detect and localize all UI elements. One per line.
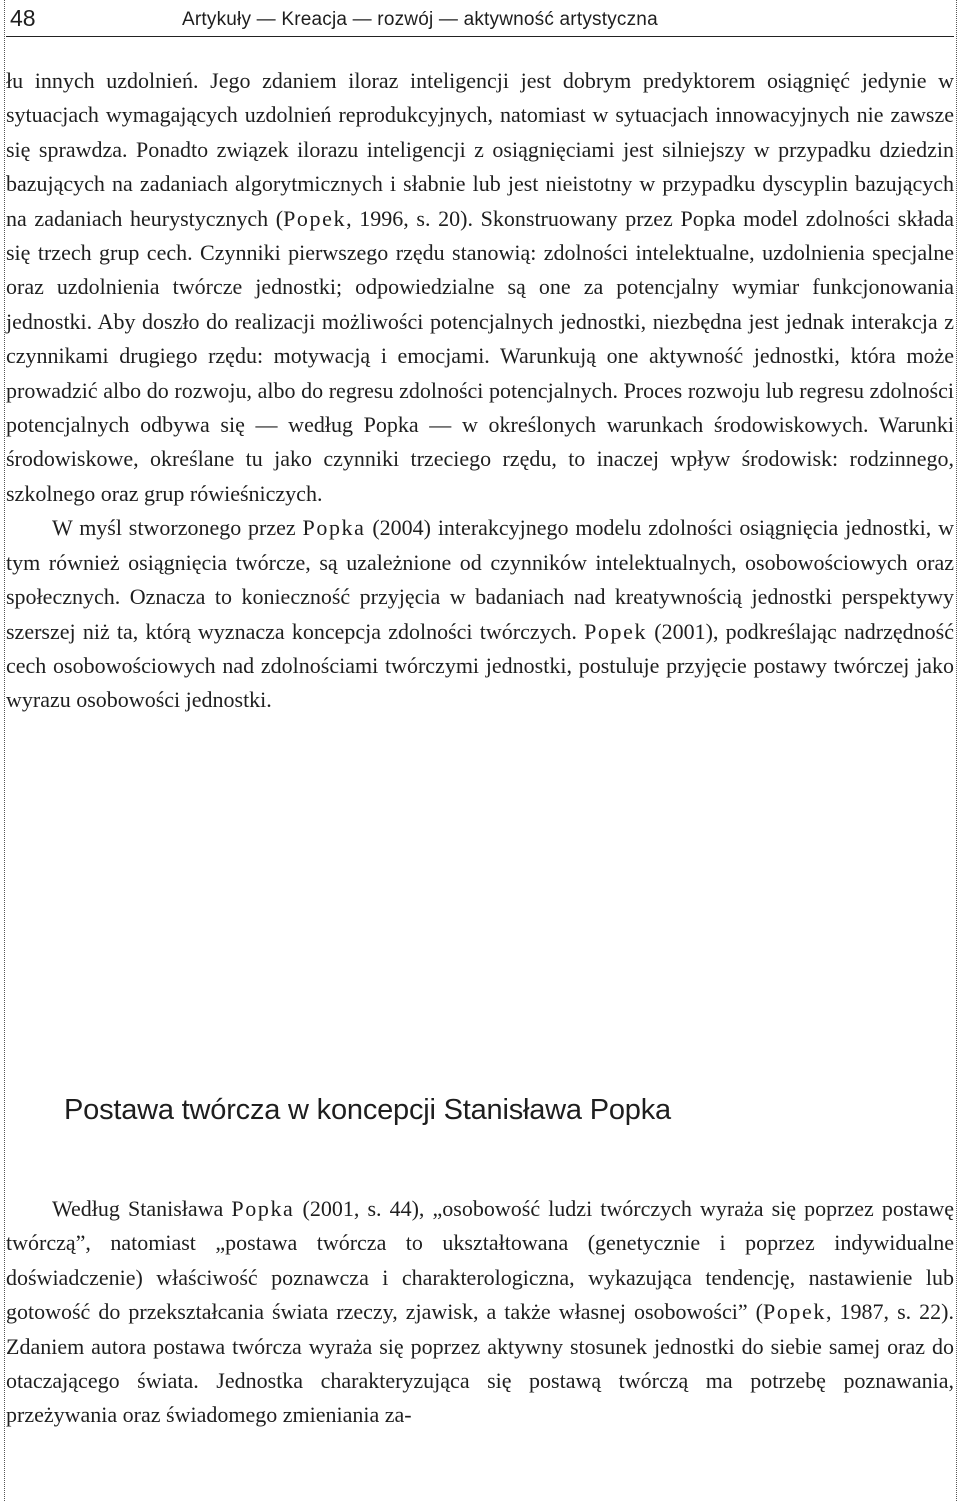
- paragraph-3: [6, 1192, 954, 1433]
- paragraph-3-text-c: , 1987, s. 22). Zdaniem autora postawa twórcza wyraża się poprzez aktywny stosunek jednostki do siebie samej oraz do otaczającego świata. Jednostka charakteryzująca się postawą twórczą ma potrzebę poznawania, przeżywania oraz świadomego zmieniania za-: [6, 1299, 954, 1428]
- section-heading: Postawa twórcza w koncepcji Stanisława Popka: [64, 1094, 671, 1126]
- page-number: 48: [10, 5, 36, 31]
- right-margin-rule: [956, 0, 957, 1501]
- running-header: [6, 4, 954, 37]
- paragraph-2: [6, 511, 954, 717]
- paragraph-2-text-b: (2004) interakcyjnego modelu zdolności osiągnięcia jednostki, w tym również osiągnięcia twórcze, są uzależnione od czynników intelektualnych, osobowościowych oraz społecznych. Oznacza to konieczność przyjęcia w badaniach nad kreatywnością jednostki perspektywy szerszej niż ta, którą wyznacza koncepcja zdolności twórczych.: [6, 515, 954, 644]
- paragraph-2-text-a: W myśl stworzonego przez: [52, 515, 303, 541]
- paragraph-3-text-b: (2001, s. 44), „osobowość ludzi twórczych wyraża się poprzez postawę twórczą”, natomiast „postawa twórcza to ukształtowana (genetycznie i poprzez indywidualne doświadczenie) właściwość poznawcza i charakterologiczna, wykazująca tendencję, nastawienie lub gotowość do przekształcania świata rzeczy, zjawisk, a także własnej osobowości” (: [6, 1196, 954, 1325]
- running-title: Artykuły — Kreacja — rozwój — aktywność artystyczna: [182, 9, 658, 30]
- citation-popka: Popka: [302, 515, 366, 541]
- citation-popka: Popka: [231, 1196, 295, 1221]
- paragraph-2-text-c: (2001), podkreślając nadrzędność cech osobowościowych nad zdolnościami twórczymi jednostki, postuluje przyjęcie postawy twórczej jako wyrazu osobowości jednostki.: [6, 618, 954, 713]
- section-text-block: [6, 1192, 954, 1433]
- paragraph-1-text-a: łu innych uzdolnień. Jego zdaniem iloraz inteligencji jest dobrym predyktorem osiągnięć jedynie w sytuacjach wymagających uzdolnień reprodukcyjnych, natomiast w sytuacjach innowacyjnych nie zawsze się sprawdza. Ponadto związek ilorazu inteligencji z osiągnięciami jest silniejszy w przypadku dziedzin bazujących na zadaniach algorytmicznych i słabnie lub jest nieistotny w przypadku dyscyplin bazujących na zadaniach heurystycznych (: [6, 68, 954, 231]
- paragraph-1-text-b: , 1996, s. 20). Skonstruowany przez Popka model zdolności składa się trzech grup cech. Czynniki pierwszego rzędu stanowią: zdolności intelektualne, uzdolnienia specjalne oraz uzdolnienia twórcze jednostki; odpowiedzialne są one za potencjalny wymiar funkcjonowania jednostki. Aby doszło do realizacji możliwości potencjalnych jednostki, niezbędna jest jednak interakcja z czynnikami drugiego rzędu: motywacją i emocjami. Warunkują one aktywność jednostki, która może prowadzić albo do rozwoju, albo do regresu zdolności potencjalnych. Proces rozwoju lub regresu zdolności potencjalnych odbywa się — według Popka — w określonych warunkach środowiskowych. Warunki środowiskowe, określane tu jako czynniki trzeciego rzędu, to inaczej wpływ środowisk: rodzinnego, szkolnego oraz grup rówieśniczych.: [6, 205, 954, 506]
- citation-popek: Popek: [584, 618, 648, 644]
- paragraph-3-text-a: Według Stanisława: [52, 1196, 232, 1221]
- left-margin-rule: [4, 0, 5, 1501]
- paragraph-1: [6, 64, 954, 511]
- main-text-block: [6, 64, 954, 718]
- citation-popek: Popek: [283, 205, 347, 231]
- citation-popek: Popek: [763, 1299, 826, 1325]
